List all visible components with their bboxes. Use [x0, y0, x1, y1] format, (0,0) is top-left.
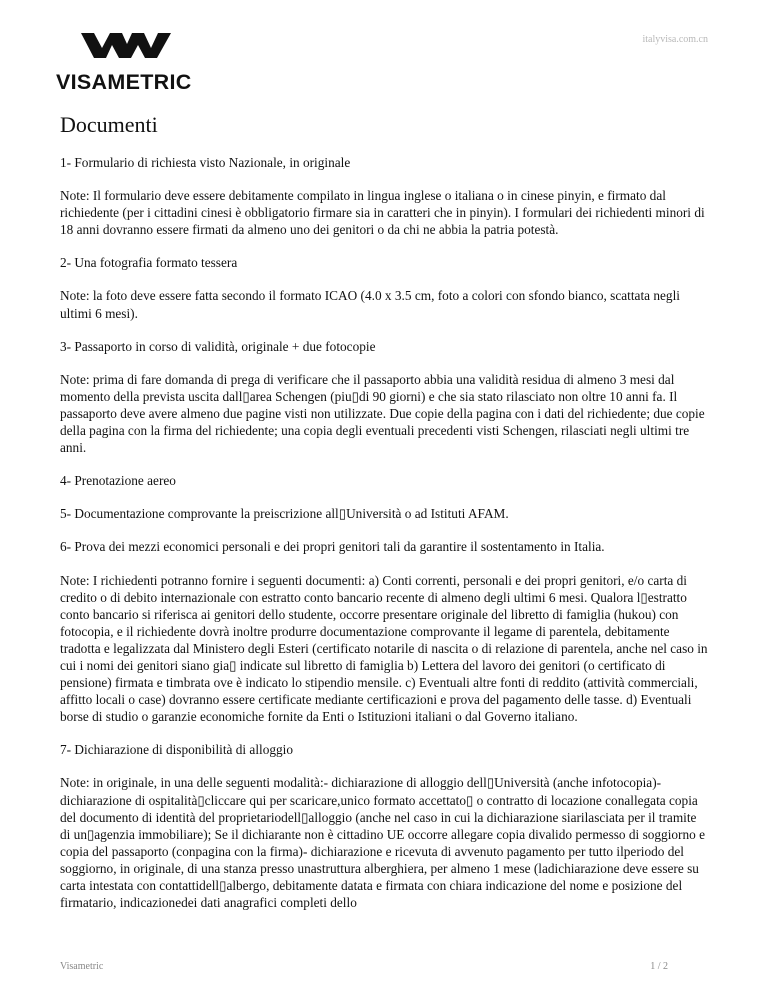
item-4-heading: 4- Prenotazione aereo — [60, 473, 176, 489]
item-3-note: Note: prima di fare domanda di prega di verificare che il passaporto abbia una validità residua di almeno 3 mesi dal momento della prevista uscita dall▯area Schengen (piu▯di 90 giorni) e che sia stato rilasciato non oltre 10 anni fa. Il passaporto deve avere almeno due pagine visti non utilizzate. Due copie della pagina con i dati del richiedente; due copie della pagina con la firma del richiedente; una copia degli eventuali precedenti visti Schengen, rilasciati negli ultimi tre anni. — [60, 371, 705, 456]
item-2-heading: 2- Una fotografia formato tessera — [60, 255, 238, 271]
item-7-heading: 7- Dichiarazione di disponibilità di alloggio — [60, 742, 294, 758]
page-title: Documenti — [60, 112, 158, 137]
footer-brand: Visametric — [60, 961, 104, 972]
item-6-note: Note: I richiedenti potranno fornire i seguenti documenti: a) Conti correnti, personali e dei propri genitori, e/o carta di credito o di debito internazionale con estratto conto bancario recente di almeno degli ultimi 6 mesi. Qualora l▯estratto conto bancario si riferisca ai genitori dello studente, occorre presentare originale del libretto di famiglia (hukou) con fotocopia, e il richiedente dovrà inoltre produrre documentazione comprovante il legame di parentela, debitamente tradotta e legalizzata dal Ministero degli Esteri (certificato notarile di nascita o di relazione di parentela, anche nel caso in cui i nomi dei genitori siano gia▯ indicate sul libretto di famiglia b) Lettera del lavoro dei genitori (o certificato di pensione) firmata e timbrata ove è indicato lo stipendio mensile. c) Eventuali altre fonti di reddito (attività commerciali, affitto locali o case) dovranno essere certificate mediante certificazioni e prova del pagamento delle tasse. d) Eventuali borse di studio o garanzie economiche fornite da Enti o Istituzioni italiani o dal Governo italiano. — [60, 572, 708, 725]
logo-mark-icon — [81, 30, 173, 60]
site-url[interactable]: italyvisa.com.cn — [642, 34, 708, 45]
item-7-note: Note: in originale, in una delle seguenti modalità:- dichiarazione di alloggio dell▯Università (anche infotocopia)- dichiarazione di ospitalità▯cliccare qui per scaricare,unico formato accettato▯ o contratto di locazione conallegata copia del documento di identità del proprietariodell▯alloggio (anche nel caso in cui la dichiarazione siarilasciata per il tramite di un▯agenzia immobiliare); Se il dichiarante non è cittadino UE occorre allegare copia divalido permesso di soggiorno e copia del passaporto (conpagina con la firma)- dichiarazione e ricevuta di avvenuto pagamento per tutto ilperiodo del soggiorno, in originale, di una stanza presso unastruttura alberghiera, per almeno 1 mese (ladichiarazione deve essere su carta intestata con contattidell▯albergo, debitamente datata e firmata con chiara indicazione del nome e posizione del firmatario, indicazionedei dati anagrafici completi dello — [60, 775, 705, 911]
visametric-logo — [56, 30, 206, 96]
item-1-note: Note: Il formulario deve essere debitamente compilato in lingua inglese o italiana o in cinese pinyin, e firmato dal richiedente (per i cittadini cinesi è obbligatorio firmare sia in caratteri che in pinyin). I formulari dei richiedenti minori di 18 anni dovranno essere firmati da almeno uno dei genitori o da chi ne abbia la patria potestà. — [60, 188, 705, 238]
page-number: 1 / 2 — [650, 961, 668, 972]
logo-wordmark: VISAMETRIC — [56, 70, 192, 94]
item-6-heading: 6- Prova dei mezzi economici personali e dei propri genitori tali da garantire il sostentamento in Italia. — [60, 539, 605, 555]
document-content — [60, 112, 710, 927]
item-1-heading: 1- Formulario di richiesta visto Nazionale, in originale — [60, 155, 351, 170]
item-3-heading: 3- Passaporto in corso di validità, originale + due fotocopie — [60, 338, 376, 354]
item-5-heading: 5- Documentazione comprovante la preiscrizione all▯Università o ad Istituti AFAM. — [60, 506, 509, 522]
item-2-note: Note: la foto deve essere fatta secondo il formato ICAO (4.0 x 3.5 cm, foto a colori con sfondo bianco, scattata negli ultimi 6 mesi). — [60, 288, 680, 321]
